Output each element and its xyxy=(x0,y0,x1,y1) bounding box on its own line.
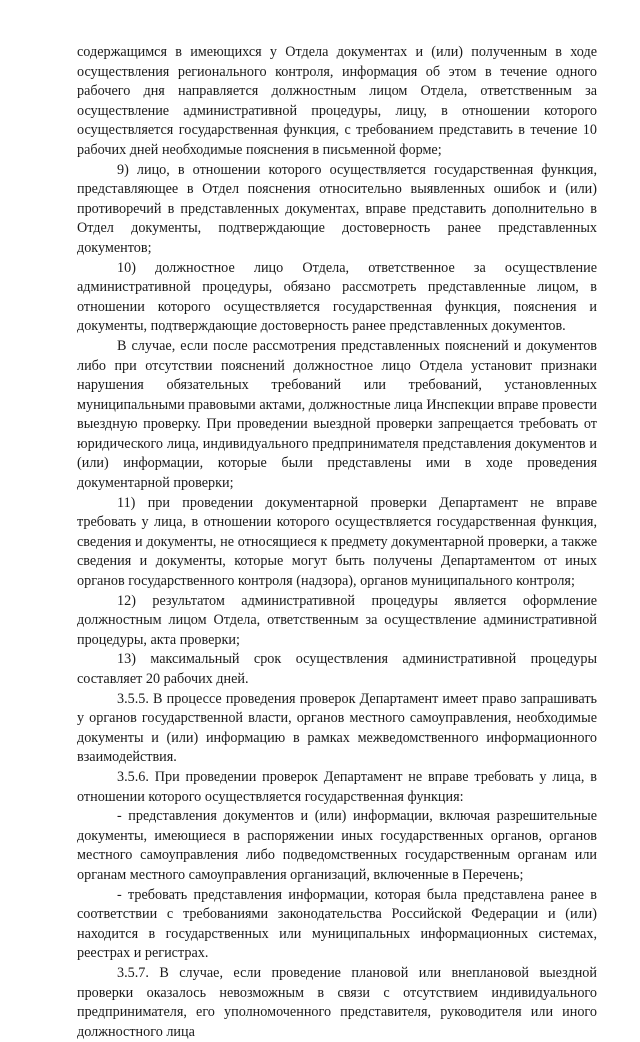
paragraph-item-10: 10) должностное лицо Отдела, ответственное за осуществление административной процедуры, обязано рассмотреть представленные лицом, в отношении которого осуществляется государственная функция, пояснения и документы, подтверждающие достоверность ранее представленных документов. xyxy=(77,259,597,335)
paragraph-bullet-documents: - представления документов и (или) информации, включая разрешительные документы, имеющиеся в распоряжении иных государственных органов, органов местного самоуправления либо подведомственных государственным органам или органам местного самоуправления организаций, включенные в Перечень; xyxy=(77,808,597,883)
paragraph-item-9: 9) лицо, в отношении которого осуществляется государственная функция, представляющее в Отдел пояснения относительно выявленных ошибок и (или) противоречий в представленных документах, вправе представить дополнительно в Отдел документы, подтверждающие достоверность ранее представленных документов; xyxy=(77,161,597,256)
document-body xyxy=(77,43,597,1042)
paragraph-item-12: 12) результатом административной процедуры является оформление должностным лицом Отдела, ответственным за осуществление административной процедуры, акта проверки; xyxy=(77,592,597,648)
paragraph-3-5-7: 3.5.7. В случае, если проведение плановой или внеплановой выездной проверки оказалось невозможным в связи с отсутствием индивидуального предпринимателя, его уполномоченного представителя, руководителя или иного должностного лица xyxy=(77,964,597,1040)
paragraph-item-13: 13) максимальный срок осуществления административной процедуры составляет 20 рабочих дней. xyxy=(77,651,597,687)
paragraph-3-5-5: 3.5.5. В процессе проведения проверок Департамент имеет право запрашивать у органов государственной власти, органов местного самоуправления, необходимые документы и (или) информацию в рамках межведомственного информационного взаимодействия. xyxy=(77,690,597,766)
paragraph-bullet-information: - требовать представления информации, которая была представлена ранее в соответствии с требованиями законодательства Российской Федерации и (или) находится в государственных или муниципальных информационных системах, реестрах и регистрах. xyxy=(77,886,597,962)
paragraph-continuation: содержащимся в имеющихся у Отдела документах и (или) полученным в ходе осуществления регионального контроля, информация об этом в течение одного рабочего дня направляется должностным лицом Отдела, ответственным за осуществление административной процедуры, лицу, в отношении которого осуществляется государственная функция, с требованием представить в течение 10 рабочих дней необходимые пояснения в письменной форме; xyxy=(77,44,597,158)
paragraph-item-11: 11) при проведении документарной проверки Департамент не вправе требовать у лица, в отношении которого осуществляется государственная функция, сведения и документы, не относящиеся к предмету документарной проверки, а также сведения и документы, которые могут быть получены Департаментом от иных органов государственного контроля (надзора), органов муниципального контроля; xyxy=(77,494,597,590)
paragraph-violation-case: В случае, если после рассмотрения представленных пояснений и документов либо при отсутствии пояснений должностное лицо Отдела установит признаки нарушения обязательных требований или требований, установленных муниципальными правовыми актами, должностные лица Инспекции вправе провести выездную проверку. При проведении выездной проверки запрещается требовать от юридического лица, индивидуального предпринимателя представления документов и (или) информации, которые были представлены ими в ходе проведения документарной проверки; xyxy=(77,337,597,492)
paragraph-3-5-6: 3.5.6. При проведении проверок Департамент не вправе требовать у лица, в отношении которого осуществляется государственная функция: xyxy=(77,768,597,805)
